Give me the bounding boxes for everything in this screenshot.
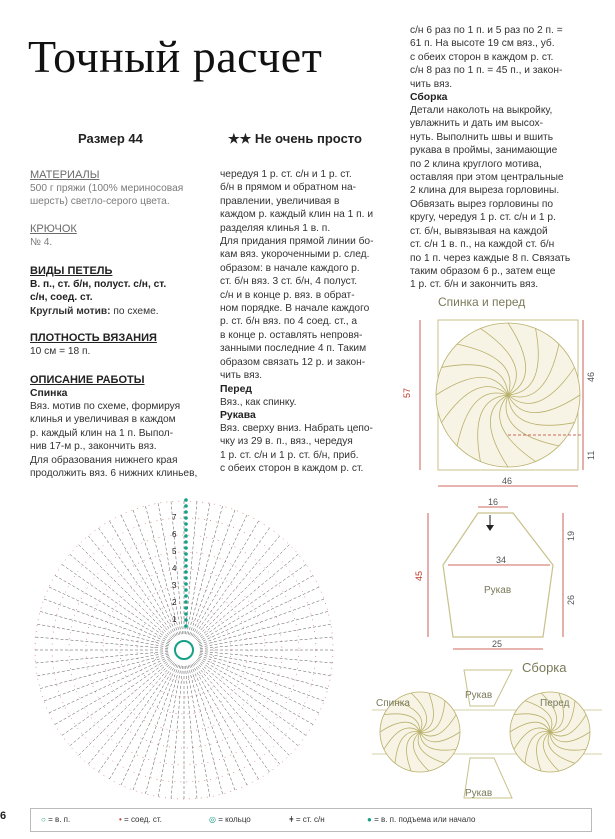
col2-line: каждом р. каждый клин на 1 п. и [220, 209, 374, 221]
sleeve-diagram [414, 497, 598, 657]
chart-spoke [188, 665, 223, 794]
lift-dot [184, 582, 188, 586]
motif-text: по схеме. [110, 305, 159, 317]
col3-line: таким образом 6 р., затем еще [410, 265, 556, 277]
chart-spoke [189, 665, 235, 791]
chart-spoke [200, 637, 333, 649]
assembly-sleeve-bottom: Рукав [465, 788, 493, 799]
chart-spoke [195, 661, 290, 756]
col3-line: с обеих сторон в каждом р. ст. [410, 51, 554, 63]
chart-spoke [133, 665, 179, 791]
center-ring-icon [175, 641, 193, 659]
dc-icon: ǂ [289, 815, 294, 824]
assembly-back-label: Спинка [376, 698, 410, 709]
front-text: Вяз., как спинку. [220, 396, 297, 408]
legend-ring: ◎ = кольцо [209, 815, 251, 824]
col2-line: правлении, увеличивая в [220, 195, 340, 207]
difficulty-label: ★★ Не очень просто [228, 131, 362, 146]
chart-spoke [98, 663, 175, 773]
crochet-chart [28, 492, 340, 808]
lift-dot [184, 558, 188, 562]
column-3 [410, 24, 590, 292]
lift-dot [184, 510, 188, 514]
back-line-2: клинья и увеличивая в каждом [30, 414, 176, 426]
col2-line: б/н в прямом и обратном на- [220, 182, 357, 194]
stitches-header: ВИДЫ ПЕТЕЛЬ [30, 265, 113, 277]
chart-spoke [145, 665, 180, 794]
chart-spoke [195, 544, 290, 639]
chart-spoke [199, 657, 320, 714]
chart-spoke [109, 520, 176, 636]
legend-chain: ○ = в. п. [41, 815, 71, 824]
col3-line: Детали наколоть на выкройку, [410, 105, 553, 117]
back-line-1: Вяз. мотив по схеме, формируя [30, 401, 181, 412]
col3-line: увлажнить и дать им высох- [410, 118, 544, 130]
chart-spoke [39, 654, 168, 689]
col3-line: 2 клина для выреза горловины. [410, 185, 560, 197]
col3-line: 61 п. На высоте 19 см вяз., уб. [410, 38, 555, 50]
chart-spoke [121, 514, 178, 635]
assembly-diagram [372, 658, 602, 808]
sleeve-dim-r1: 19 [566, 530, 576, 541]
motif-label: Круглый мотив: [30, 305, 111, 317]
chart-spoke [158, 502, 181, 634]
chart-row-number: 5 [172, 547, 177, 556]
density-section [30, 331, 200, 358]
chart-spoke [35, 651, 168, 663]
lift-dot [184, 498, 188, 502]
col2-line: ст. б/н вяз. 3 ст. б/н, 4 полуст. [220, 276, 358, 288]
chart-spoke [200, 653, 332, 676]
dim-small: 11 [586, 450, 596, 460]
chart-spoke [193, 527, 270, 637]
col2-line: ном порядке. В начале каждого [220, 303, 370, 315]
lift-dot [184, 552, 188, 556]
lift-dot [184, 564, 188, 568]
sleeve-dim-bottom: 25 [492, 639, 503, 649]
chart-spoke [36, 624, 168, 647]
lift-dot [184, 606, 188, 610]
chart-spoke [197, 564, 307, 641]
ring-icon: ◎ [209, 815, 216, 824]
col2-line: р. ст. б/н вяз. по 4 соед. ст., а [220, 316, 358, 328]
sleeve-line: Вяз. сверху вниз. Набрать цепо- [220, 422, 373, 434]
chart-spoke [158, 666, 181, 798]
chart-spoke [54, 575, 170, 642]
chart-row-number: 2 [172, 598, 177, 607]
assembly-front-label: Перед [540, 698, 570, 709]
chart-spoke [199, 587, 320, 644]
sleeve-line: с обеих сторон в каждом р. ст. [220, 463, 364, 475]
chart-spoke [43, 599, 169, 645]
materials-header: МАТЕРИАЛЫ [30, 169, 100, 181]
col3-line: ст. б/н, вывязывая на каждой [410, 225, 548, 237]
chart-row-number: 7 [172, 513, 177, 522]
lift-dot [184, 618, 188, 622]
chart-spoke [48, 587, 169, 644]
chart-spoke [192, 520, 259, 636]
chart-spoke [198, 658, 314, 725]
col3-line: ст. с/н 1 в. п., на каждой ст. б/н [410, 239, 555, 251]
chart-spoke [189, 509, 235, 635]
chart-spoke [193, 663, 270, 773]
assembly-sleeve-top: Рукав [465, 690, 493, 701]
chart-spoke [48, 657, 169, 714]
density-header: ПЛОТНОСТЬ ВЯЗАНИЯ [30, 332, 157, 344]
stitches-section [30, 264, 200, 318]
sleeve-line: 1 р. ст. с/н и 1 р. ст. б/н, приб. [220, 449, 359, 461]
col2-line: Для придания прямой линии бо- [220, 236, 374, 248]
lift-icon: ● [367, 815, 372, 824]
chart-row-number: 4 [172, 564, 177, 573]
lift-dot [184, 540, 188, 544]
back-line-5: Для образования нижнего края [30, 454, 178, 466]
chain-icon: ○ [41, 815, 46, 824]
chart-spoke [188, 505, 223, 634]
lift-dot [184, 516, 188, 520]
lift-dot [184, 588, 188, 592]
chart-spoke [191, 514, 248, 635]
chart-spoke [36, 653, 168, 676]
chart-spoke [39, 611, 168, 646]
dim-bottom: 46 [502, 476, 513, 486]
chart-spoke [185, 666, 197, 799]
chart-spoke [35, 637, 168, 649]
col2-line: с/н и в конце р. вяз. в обрат- [220, 289, 355, 301]
lift-dot [184, 594, 188, 598]
col2-line: образом связать 12 р. и закон- [220, 356, 366, 368]
back-line-4: нив 17-м р., закончить вяз. [30, 441, 157, 453]
sleeve-dim-r2: 26 [566, 594, 576, 605]
chart-spoke [199, 655, 325, 701]
chart-spoke [199, 611, 328, 646]
lift-dot [184, 504, 188, 508]
hook-header: КРЮЧОК [30, 223, 77, 235]
sleeve-dim-left: 45 [414, 570, 424, 581]
chart-spoke [98, 527, 175, 637]
chart-row-number: 6 [172, 530, 177, 539]
col2-line: в конце р. оставлять непровя- [220, 329, 363, 341]
col2-line: чередуя 1 р. ст. с/н и 1 р. ст. [220, 169, 352, 180]
col2-line: образом: в начале каждого р. [220, 262, 360, 274]
page-title: Точный расчет [28, 31, 323, 82]
legend [30, 808, 592, 832]
lift-dot [184, 528, 188, 532]
stitches-line-1: В. п., ст. б/н, полуст. с/н, ст. [30, 279, 167, 290]
assembly-title: Сборка [410, 92, 448, 104]
stitches-line-2: с/н, соед. ст. [30, 292, 93, 304]
col3-line: оставляя при этом центральные [410, 172, 564, 184]
chart-spoke [187, 666, 210, 798]
chart-spoke [54, 658, 170, 725]
hook-section [30, 222, 200, 249]
back-front-title: Спинка и перед [438, 295, 526, 309]
chart-spoke [199, 654, 328, 689]
col3-line: Обвязать вырез горловины по [410, 198, 554, 210]
chart-spoke [43, 655, 169, 701]
col3-line: по 2 клина круглого мотива, [410, 158, 542, 170]
lift-dot [184, 600, 188, 604]
page-number: 6 [0, 810, 7, 822]
work-header: ОПИСАНИЕ РАБОТЫ [30, 374, 145, 386]
col3-line: кругу, чередуя 1 р. ст. с/н и 1 р. [410, 212, 556, 224]
col3-line: чить вяз. [410, 78, 453, 90]
lift-dot [184, 534, 188, 538]
sleeve-title: Рукава [220, 409, 256, 421]
col3-line: с/н 6 раз по 1 п. и 5 раз по 2 п. = [410, 25, 563, 36]
work-section [30, 373, 200, 480]
materials-line-1: 500 г пряжи (100% мериносовая [30, 183, 184, 194]
slip-icon: • [119, 815, 122, 824]
legend-slip: • = соед. ст. [119, 815, 162, 824]
chart-spoke [109, 664, 176, 780]
sleeve-line: чку из 29 в. п., вяз., чередуя [220, 436, 353, 448]
col2-line: чить вяз. [220, 370, 263, 382]
col2-line: занными последние 4 п. Таким [220, 343, 367, 355]
hook-value: № 4. [30, 237, 53, 248]
col2-line: разделяя клинья 1 в. п. [220, 222, 331, 234]
materials-section [30, 168, 200, 209]
materials-line-2: шерсть) светло-серого цвета. [30, 196, 170, 208]
sleeve-dim-mid: 34 [496, 555, 507, 565]
chart-spoke [187, 502, 210, 634]
legend-lift: ● = в. п. подъема или начало [367, 815, 476, 824]
col2-line: кам вяз. укороченными р. след. [220, 249, 370, 261]
chart-spokes [34, 500, 334, 800]
chart-spoke [191, 665, 248, 786]
dim-right: 46 [586, 371, 596, 382]
back-line-3: р. каждый клин на 1 п. Выпол- [30, 427, 174, 439]
back-line-6: продолжить вяз. 6 нижних клиньев, [30, 468, 198, 480]
lift-dot [184, 522, 188, 526]
column-2 [220, 168, 396, 476]
lift-dot [184, 546, 188, 550]
lift-dot [184, 570, 188, 574]
col3-line: нуть. Выполнить швы и вшить [410, 131, 554, 143]
assembly-diagram-title: Сборка [522, 660, 567, 675]
col3-line: по 1 п. через каждые 8 п. Связать [410, 252, 571, 264]
chart-spoke [199, 599, 325, 645]
back-front-diagram [398, 290, 598, 495]
chart-spoke [198, 575, 314, 642]
sleeve-label: Рукав [484, 585, 512, 596]
sleeve-dim-top: 16 [488, 497, 499, 507]
chart-spoke [78, 544, 173, 639]
lift-dot [184, 624, 188, 628]
chart-spoke [200, 624, 332, 647]
chart-spoke [61, 659, 171, 736]
col3-line: 1 р. ст. б/н и закончить вяз. [410, 279, 539, 291]
sleeve-outline [443, 513, 553, 637]
legend-dc: ǂ = ст. с/н [289, 815, 325, 824]
lift-dot [184, 612, 188, 616]
col3-line: рукава в проймы, занимающие [410, 145, 558, 157]
chart-spoke [61, 564, 171, 641]
size-label: Размер 44 [78, 131, 143, 146]
chart-row-number: 1 [172, 615, 177, 624]
chart-spoke [197, 659, 307, 736]
density-value: 10 см = 18 п. [30, 346, 91, 357]
back-title: Спинка [30, 388, 68, 399]
col3-line: с/н 8 раз по 1 п. = 45 п., и закон- [410, 65, 563, 77]
chart-spoke [200, 651, 333, 663]
dim-left: 57 [402, 387, 412, 398]
chart-spoke [192, 664, 259, 780]
front-title: Перед [220, 383, 252, 395]
chart-row-number: 3 [172, 581, 177, 590]
chart-spoke [121, 665, 178, 786]
chart-spoke [171, 666, 183, 799]
back-front-motif [436, 323, 580, 467]
lift-dot [184, 576, 188, 580]
